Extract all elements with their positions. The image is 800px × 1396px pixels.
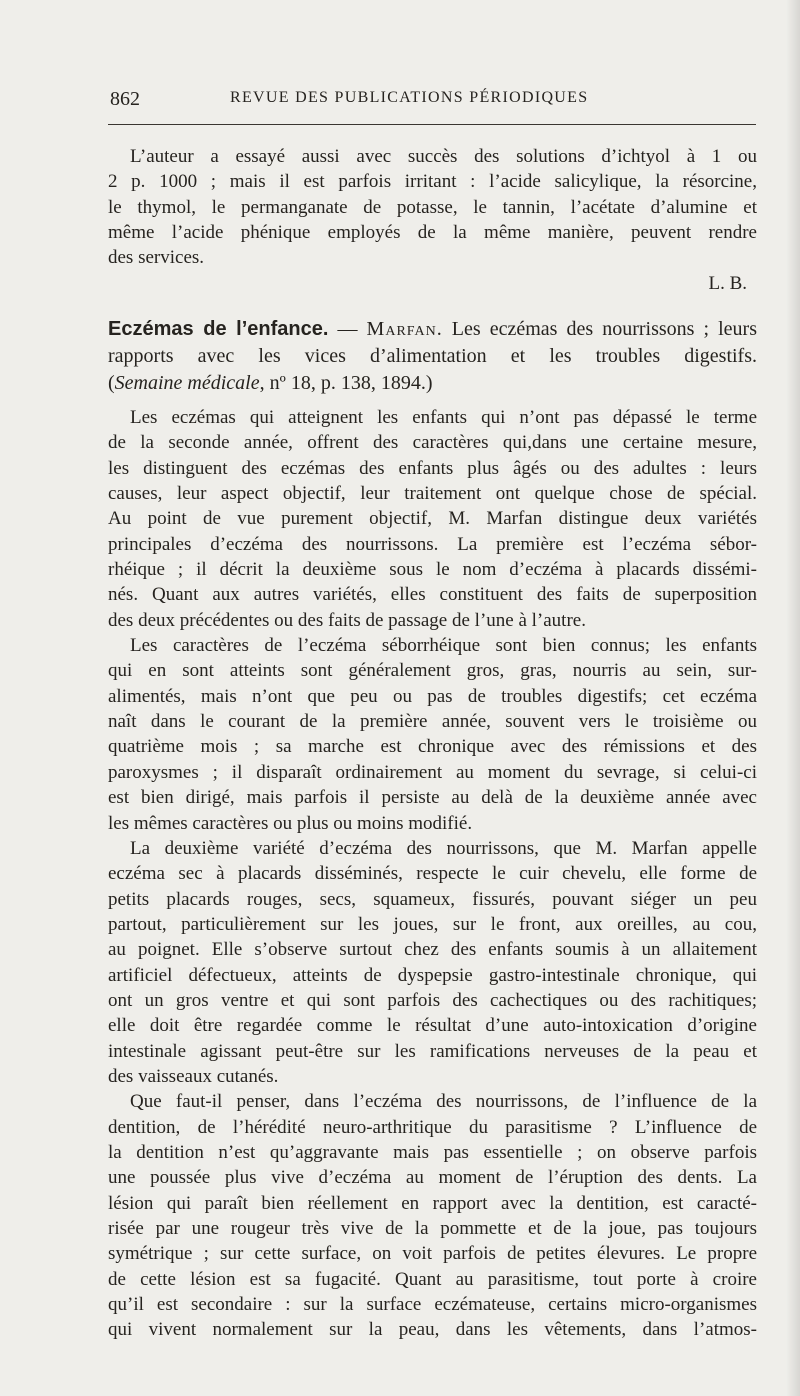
signature: L. B.	[708, 272, 747, 294]
body-line: de cette lésion est sa fugacité. Quant au parasitisme, tout porte à croire	[108, 1268, 757, 1290]
citation-details: , nº 18, p. 138, 1894.)	[259, 372, 433, 394]
page-header	[110, 88, 755, 112]
citation-open: (	[108, 372, 115, 394]
author-name: Marfan.	[366, 318, 443, 340]
page-number: 862	[110, 88, 140, 110]
body-line: Que faut-il penser, dans l’eczéma des nourrissons, de l’influence de la	[130, 1091, 757, 1113]
intro-line: des services.	[108, 247, 205, 269]
intro-line: 2 p. 1000 ; mais il est parfois irritant : l’acide salicylique, la résorcine,	[108, 171, 757, 193]
body-line: elle doit être regardée comme le résultat d’une auto-intoxication d’origine	[108, 1015, 757, 1037]
body-line: les distinguent des eczémas des enfants plus âgés ou des adultes : leurs	[108, 457, 757, 479]
body-line: principales d’eczéma des nourrissons. La première est l’eczéma sébor-	[108, 533, 757, 555]
body-line: ont un gros ventre et qui sont parfois des cachectiques ou des rachitiques;	[108, 989, 757, 1011]
body-line: causes, leur aspect objectif, leur traitement ont quelque chose de spécial.	[108, 483, 757, 505]
heading-line	[108, 316, 757, 343]
body-line: paroxysmes ; il disparaît ordinairement au moment du sevrage, si celui-ci	[108, 761, 757, 783]
body-line: alimentés, mais n’ont que peu ou pas de troubles digestifs; cet eczéma	[108, 685, 757, 707]
body-line: qui vivent normalement sur la peau, dans les vêtements, dans l’atmos-	[108, 1319, 757, 1341]
heading-line: rapports avec les vices d’alimentation et les troubles digestifs.	[108, 345, 757, 367]
body-line: lésion qui paraît bien réellement en rapport avec la dentition, est caracté-	[108, 1192, 757, 1214]
intro-line: le thymol, le permanganate de potasse, le tannin, l’acétate d’alumine et	[108, 196, 757, 218]
body-line: artificiel défectueux, atteints de dyspepsie gastro-intestinale chronique, qui	[108, 964, 757, 986]
title-dash: —	[328, 318, 367, 340]
body-line: rhéique ; il décrit la deuxième sous le nom d’eczéma à placards dissémi-	[108, 559, 757, 581]
body-line: des vaisseaux cutanés.	[108, 1065, 279, 1087]
intro-paragraph	[108, 144, 757, 296]
intro-line: L’auteur a essayé aussi avec succès des solutions d’ichtyol à 1 ou	[130, 146, 757, 167]
body-line: symétrique ; sur cette surface, on voit parfois de petites élevures. Le propre	[108, 1243, 757, 1265]
article-body	[108, 405, 757, 1343]
body-line: les mêmes caractères ou plus ou moins modifié.	[108, 812, 473, 834]
citation	[108, 370, 757, 397]
body-line: quatrième mois ; sa marche est chronique avec des rémissions et des	[108, 736, 757, 758]
body-line: eczéma sec à placards disséminés, respecte le cuir chevelu, elle forme de	[108, 863, 757, 885]
body-line: qui en sont atteints sont généralement gros, gras, nourris au sein, sur-	[108, 660, 757, 682]
body-line: intestinale agissant peut-être sur les ramifications nerveuses de la peau et	[108, 1040, 757, 1062]
body-line: nés. Quant aux autres variétés, elles constituent des faits de superposition	[108, 584, 757, 606]
article-heading	[108, 316, 757, 397]
body-line: de la seconde année, offrent des caractères qui,dans une certaine mesure,	[108, 432, 757, 454]
body-line: Les eczémas qui atteignent les enfants qui n’ont pas dépassé le terme	[130, 407, 757, 428]
journal-name: Semaine médicale	[114, 372, 260, 394]
body-line: au poignet. Elle s’observe surtout chez des enfants soumis à un allaitement	[108, 939, 757, 961]
body-line: une poussée plus vive d’eczéma au moment de l’éruption des dents. La	[108, 1167, 757, 1189]
body-line: dentition, de l’hérédité neuro-arthritique du parasitisme ? L’influence de	[108, 1116, 757, 1138]
body-line: Au point de vue purement objectif, M. Marfan distingue deux variétés	[108, 508, 757, 530]
title-text: Les eczémas des nourrissons ; leurs	[442, 318, 757, 340]
body-line: partout, particulièrement sur les joues, sur le front, aux oreilles, au cou,	[108, 913, 757, 935]
body-line: naît dans le courant de la première année, souvent vers le troisième ou	[108, 711, 757, 733]
body-line: risée par une rougeur très vive de la pommette et de la joue, pas toujours	[108, 1218, 757, 1239]
page-edge-shadow	[786, 0, 800, 1396]
body-line: qu’il est secondaire : sur la surface eczémateuse, certains micro-organismes	[108, 1294, 757, 1316]
header-rule	[108, 124, 756, 125]
body-line: est bien dirigé, mais parfois il persiste au delà de la deuxième année avec	[108, 787, 757, 809]
body-line: des deux précédentes ou des faits de passage de l’une à l’autre.	[108, 609, 586, 631]
body-line: Les caractères de l’eczéma séborrhéique sont bien connus; les enfants	[130, 635, 757, 657]
running-head: REVUE DES PUBLICATIONS PÉRIODIQUES	[230, 89, 589, 106]
body-line: petits placards rouges, secs, squameux, fissurés, pouvant siéger un peu	[108, 888, 757, 910]
body-line: La deuxième variété d’eczéma des nourrissons, que M. Marfan appelle	[130, 837, 757, 859]
section-title: Eczémas de l’enfance.	[108, 318, 329, 340]
intro-line: même l’acide phénique employés de la même manière, peuvent rendre	[108, 222, 757, 244]
body-line: la dentition n’est qu’aggravante mais pas essentielle ; on observe parfois	[108, 1141, 757, 1163]
